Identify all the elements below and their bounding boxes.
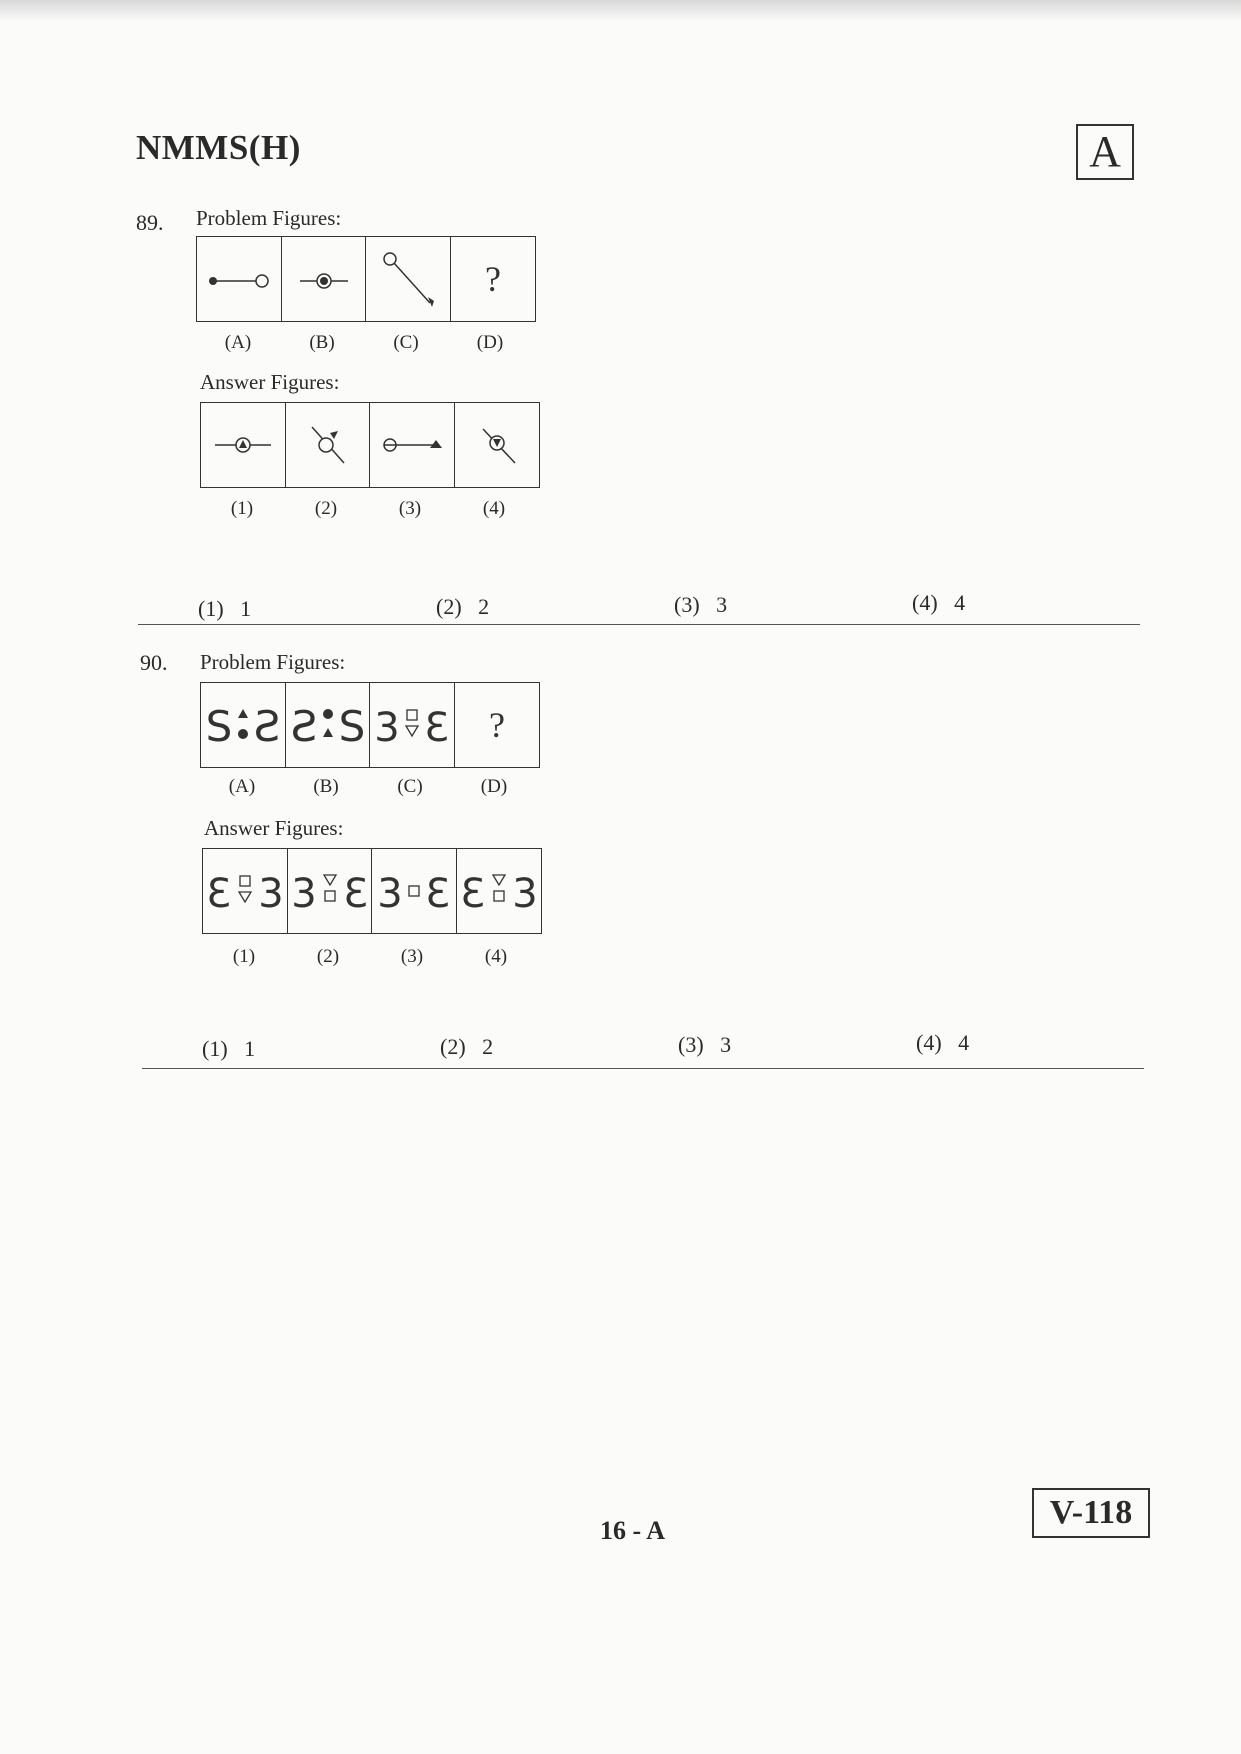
- problem-figure-a: [200, 682, 286, 768]
- answer-captions: [202, 946, 538, 968]
- divider: [138, 624, 1140, 625]
- problem-figure-c: [365, 236, 451, 322]
- caption-d: (D): [480, 776, 508, 797]
- answer-figures-label: Answer Figures:: [200, 370, 340, 394]
- option-4[interactable]: (4) 4: [916, 1030, 970, 1055]
- booklet-code-box: V-118: [1032, 1488, 1150, 1538]
- problem-figures-label: Problem Figures:: [200, 650, 346, 674]
- caption-3: (3): [398, 498, 422, 519]
- caption-4: (4): [484, 946, 508, 967]
- problem-figure-b: [281, 236, 367, 322]
- answer-figure-2[interactable]: [287, 848, 373, 934]
- answer-figure-1[interactable]: [200, 402, 286, 488]
- scan-edge: [0, 0, 1241, 22]
- svg-text:3: 3: [377, 871, 403, 917]
- set-code-box: A: [1076, 124, 1134, 180]
- svg-text:S: S: [290, 702, 317, 751]
- caption-b: (B): [313, 776, 339, 797]
- svg-text:S: S: [205, 702, 233, 751]
- svg-text:3: 3: [374, 705, 400, 751]
- svg-text:3: 3: [425, 871, 451, 917]
- caption-3: (3): [400, 946, 424, 967]
- option-1[interactable]: (1) 1: [198, 596, 252, 621]
- answer-figures: [202, 848, 542, 934]
- svg-text:S: S: [338, 702, 365, 751]
- missing-figure-mark: ?: [484, 259, 501, 299]
- svg-text:3: 3: [511, 871, 538, 917]
- problem-captions: [200, 776, 536, 798]
- problem-figures: [200, 682, 540, 768]
- caption-c: (C): [397, 776, 423, 797]
- missing-figure-mark: ?: [488, 705, 505, 745]
- caption-b: (B): [309, 332, 335, 353]
- question-number: 89.: [136, 210, 164, 235]
- option-2[interactable]: (2) 2: [436, 594, 490, 619]
- caption-a: (A): [228, 776, 256, 797]
- problem-figure-a: [196, 236, 282, 322]
- answer-figure-4[interactable]: [456, 848, 542, 934]
- answer-figure-4[interactable]: [454, 402, 540, 488]
- option-1[interactable]: (1) 1: [202, 1036, 256, 1061]
- answer-figure-2[interactable]: [285, 402, 371, 488]
- caption-a: (A): [224, 332, 252, 353]
- caption-1: (1): [232, 946, 256, 967]
- option-3[interactable]: (3) 3: [678, 1032, 732, 1057]
- answer-figure-3[interactable]: [371, 848, 457, 934]
- caption-1: (1): [230, 498, 254, 519]
- answer-figure-3[interactable]: [369, 402, 455, 488]
- svg-text:3: 3: [258, 871, 284, 917]
- question-number: 90.: [140, 650, 168, 675]
- problem-figure-d: [454, 682, 540, 768]
- caption-2: (2): [316, 946, 340, 967]
- svg-text:3: 3: [459, 871, 486, 917]
- option-4[interactable]: (4) 4: [912, 590, 966, 615]
- caption-c: (C): [393, 332, 419, 353]
- problem-figure-c: [369, 682, 455, 768]
- answer-captions: [200, 498, 536, 520]
- answer-figures-label: Answer Figures:: [204, 816, 344, 840]
- caption-4: (4): [482, 498, 506, 519]
- svg-text:3: 3: [342, 871, 369, 917]
- page-number: 16 - A: [600, 1516, 665, 1545]
- problem-figure-d: [450, 236, 536, 322]
- problem-figure-b: [285, 682, 371, 768]
- caption-d: (D): [476, 332, 504, 353]
- svg-text:3: 3: [424, 705, 450, 751]
- option-2[interactable]: (2) 2: [440, 1034, 494, 1059]
- answer-figure-1[interactable]: [202, 848, 288, 934]
- svg-text:S: S: [253, 702, 281, 751]
- problem-figures: [196, 236, 536, 322]
- caption-2: (2): [314, 498, 338, 519]
- divider: [142, 1068, 1144, 1069]
- svg-text:3: 3: [290, 871, 317, 917]
- option-3[interactable]: (3) 3: [674, 592, 728, 617]
- answer-figures: [200, 402, 540, 488]
- exam-title: NMMS(H): [136, 128, 301, 167]
- problem-figures-label: Problem Figures:: [196, 206, 342, 230]
- problem-captions: [196, 332, 532, 354]
- svg-text:3: 3: [206, 871, 232, 917]
